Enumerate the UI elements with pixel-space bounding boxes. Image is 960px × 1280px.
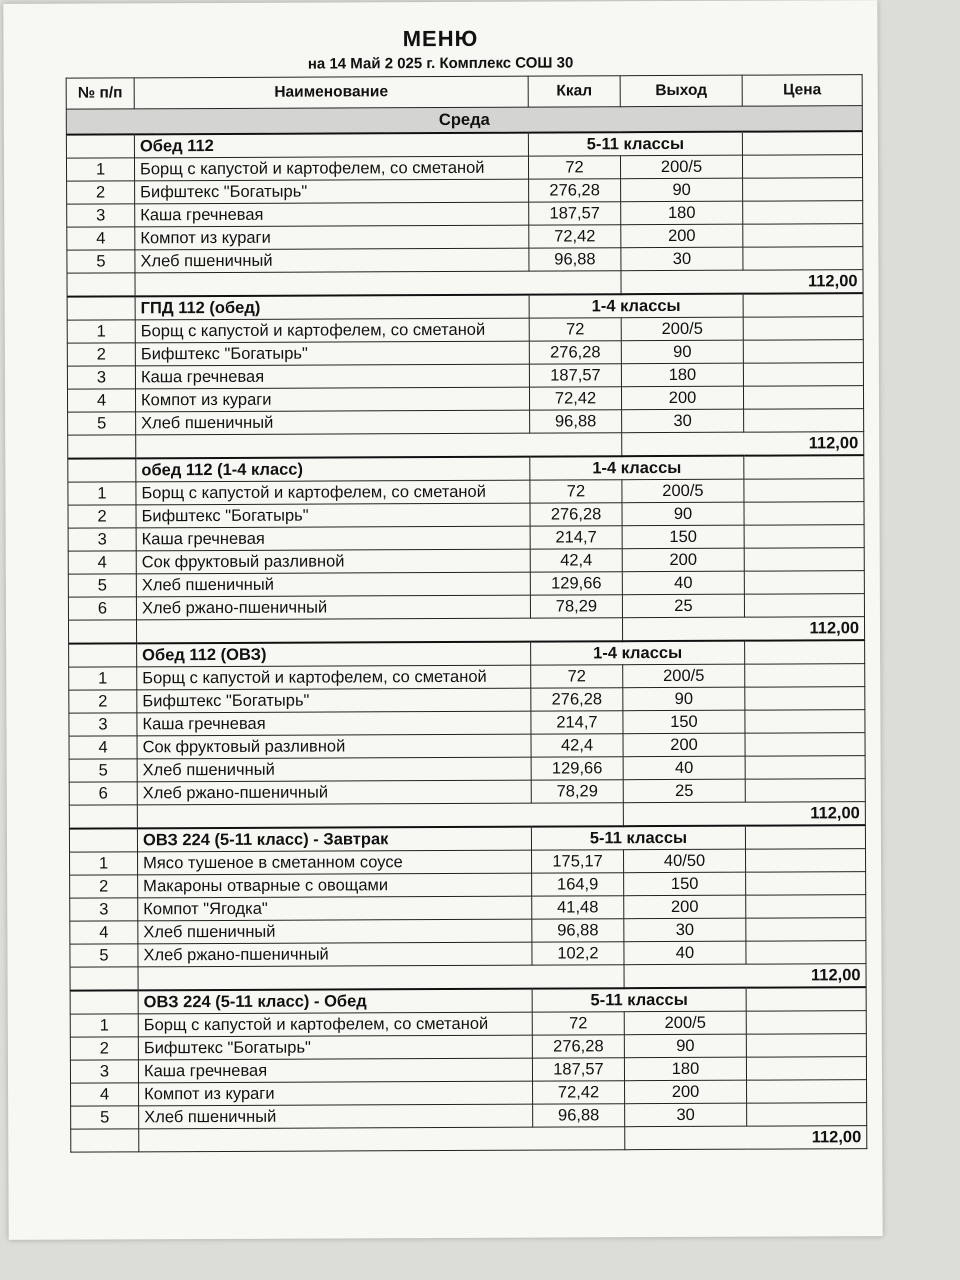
item-price xyxy=(743,386,863,410)
item-price xyxy=(746,895,866,919)
total-blank xyxy=(70,967,138,991)
item-output: 200/5 xyxy=(620,155,742,179)
item-price xyxy=(746,849,866,873)
table-row xyxy=(68,571,864,597)
item-output: 150 xyxy=(623,710,745,734)
item-number: 4 xyxy=(68,551,136,574)
section-header xyxy=(70,987,866,1014)
item-price xyxy=(744,479,864,503)
section-price-blank xyxy=(745,640,865,664)
item-name: Макароны отварные с овощами xyxy=(138,873,532,898)
section-total-row xyxy=(70,964,866,991)
item-price xyxy=(745,779,865,803)
item-output: 200 xyxy=(621,224,743,248)
section-num-blank xyxy=(68,458,136,482)
item-number: 3 xyxy=(68,528,136,551)
table-row xyxy=(70,1034,866,1060)
item-kcal: 72,42 xyxy=(533,1081,625,1104)
item-number: 6 xyxy=(69,782,137,805)
table-row xyxy=(70,1011,866,1037)
item-price xyxy=(746,872,866,896)
day-label: Среда xyxy=(66,106,862,135)
item-name: Каша гречневая xyxy=(136,526,530,551)
item-kcal: 72,42 xyxy=(529,225,621,248)
item-kcal: 129,66 xyxy=(530,572,622,595)
section-num-blank xyxy=(66,134,134,158)
total-blank xyxy=(135,271,621,297)
item-kcal: 72 xyxy=(528,156,620,179)
table-row xyxy=(68,502,864,528)
table-row xyxy=(67,317,863,343)
item-number: 4 xyxy=(71,1083,139,1106)
section-header xyxy=(69,640,865,667)
item-number: 5 xyxy=(68,412,136,435)
item-name: Мясо тушеное в сметанном соусе xyxy=(138,850,532,875)
item-price xyxy=(746,1011,866,1035)
item-kcal: 187,57 xyxy=(529,202,621,225)
section-total-row xyxy=(68,432,864,459)
item-name: Бифштекс "Богатырь" xyxy=(136,503,530,528)
table-row xyxy=(69,756,865,782)
item-output: 180 xyxy=(624,1057,746,1081)
item-number: 4 xyxy=(67,389,135,412)
section-total-row xyxy=(68,617,864,644)
table-row xyxy=(70,1057,866,1083)
header-price: Цена xyxy=(742,75,862,107)
item-kcal: 41,48 xyxy=(532,896,624,919)
item-output: 200 xyxy=(623,733,745,757)
total-blank xyxy=(139,1127,625,1152)
table-row xyxy=(70,872,866,898)
item-number: 3 xyxy=(70,1060,138,1083)
item-number: 2 xyxy=(70,1037,138,1060)
item-number: 1 xyxy=(70,852,138,875)
item-price xyxy=(744,594,864,618)
item-name: Хлеб ржано-пшеничный xyxy=(137,780,531,805)
table-row xyxy=(67,178,863,204)
item-kcal: 96,88 xyxy=(533,1104,625,1127)
section-title: ГПД 112 (обед) xyxy=(135,295,529,320)
item-kcal: 276,28 xyxy=(531,688,623,711)
item-kcal: 96,88 xyxy=(532,919,624,942)
item-number: 3 xyxy=(67,366,135,389)
item-kcal: 72 xyxy=(532,1012,624,1035)
item-output: 40 xyxy=(622,571,744,595)
section-header xyxy=(68,455,864,482)
item-kcal: 96,88 xyxy=(530,410,622,433)
item-output: 200/5 xyxy=(624,1011,746,1035)
item-number: 1 xyxy=(67,320,135,343)
table-row xyxy=(69,733,865,759)
item-price xyxy=(743,201,863,225)
item-price xyxy=(745,733,865,757)
section-group: 5-11 классы xyxy=(528,132,742,156)
item-kcal: 214,7 xyxy=(530,526,622,549)
item-price xyxy=(743,178,863,202)
item-kcal: 72,42 xyxy=(529,387,621,410)
item-output: 200 xyxy=(622,548,744,572)
section-total: 112,00 xyxy=(622,432,864,457)
section-price-blank xyxy=(746,987,866,1011)
item-name: Борщ с капустой и картофелем, со сметаной xyxy=(136,480,530,505)
item-price xyxy=(744,571,864,595)
item-price xyxy=(746,918,866,942)
item-kcal: 276,28 xyxy=(530,503,622,526)
section-num-blank xyxy=(69,643,137,667)
table-row xyxy=(67,340,863,366)
item-number: 2 xyxy=(68,505,136,528)
table-row xyxy=(70,941,866,967)
item-name: Каша гречневая xyxy=(135,364,529,389)
header-output: Выход xyxy=(620,75,742,107)
item-name: Хлеб ржано-пшеничный xyxy=(136,595,530,620)
item-number: 5 xyxy=(68,574,136,597)
item-output: 25 xyxy=(623,779,745,803)
item-output: 90 xyxy=(622,502,744,526)
section-group: 1-4 классы xyxy=(531,641,745,665)
section-group: 5-11 классы xyxy=(531,826,745,850)
total-blank xyxy=(136,433,622,459)
item-number: 3 xyxy=(70,898,138,921)
section-group: 1-4 классы xyxy=(529,294,743,318)
item-name: Сок фруктовый разливной xyxy=(136,549,530,574)
section-price-blank xyxy=(742,131,862,155)
item-output: 180 xyxy=(621,201,743,225)
item-number: 4 xyxy=(70,921,138,944)
item-output: 200/5 xyxy=(623,664,745,688)
item-output: 180 xyxy=(621,363,743,387)
table-row xyxy=(68,548,864,574)
item-kcal: 187,57 xyxy=(529,364,621,387)
section-total: 112,00 xyxy=(623,802,865,827)
table-row xyxy=(67,201,863,227)
table-row xyxy=(70,918,866,944)
item-number: 5 xyxy=(69,759,137,782)
section-total: 112,00 xyxy=(624,964,866,989)
item-price xyxy=(744,548,864,572)
item-kcal: 96,88 xyxy=(529,248,621,271)
item-kcal: 72 xyxy=(531,665,623,688)
section-title: ОВЗ 224 (5-11 класс) - Завтрак xyxy=(137,827,531,852)
item-name: Каша гречневая xyxy=(135,202,529,227)
table-row xyxy=(69,710,865,736)
item-number: 2 xyxy=(67,343,135,366)
section-title: обед 112 (1-4 класс) xyxy=(136,457,530,482)
item-price xyxy=(746,1057,866,1081)
item-kcal: 72 xyxy=(529,318,621,341)
section-num-blank xyxy=(70,990,138,1014)
item-price xyxy=(744,525,864,549)
item-name: Хлеб пшеничный xyxy=(137,757,531,782)
item-price xyxy=(742,155,862,179)
item-name: Бифштекс "Богатырь" xyxy=(137,688,531,713)
item-output: 90 xyxy=(623,687,745,711)
table-row xyxy=(70,895,866,921)
total-blank xyxy=(67,273,135,297)
item-number: 2 xyxy=(67,181,135,204)
item-name: Компот "Ягодка" xyxy=(138,896,532,921)
item-name: Бифштекс "Богатырь" xyxy=(138,1035,532,1060)
item-name: Борщ с капустой и картофелем, со сметаной xyxy=(137,665,531,690)
section-header xyxy=(66,131,862,158)
section-total-row xyxy=(71,1126,867,1152)
item-number: 4 xyxy=(67,227,135,250)
item-name: Хлеб ржано-пшеничный xyxy=(138,942,532,967)
menu-table xyxy=(66,74,868,1152)
item-kcal: 42,4 xyxy=(531,734,623,757)
page-title: МЕНЮ xyxy=(402,25,479,52)
item-name: Хлеб пшеничный xyxy=(136,572,530,597)
item-price xyxy=(746,1034,866,1058)
item-output: 150 xyxy=(622,525,744,549)
item-number: 5 xyxy=(67,250,135,273)
item-number: 4 xyxy=(69,736,137,759)
item-kcal: 72 xyxy=(530,480,622,503)
section-header xyxy=(69,825,865,852)
item-number: 2 xyxy=(70,875,138,898)
item-price xyxy=(744,502,864,526)
item-price xyxy=(744,409,864,433)
item-name: Борщ с капустой и картофелем, со сметаной xyxy=(135,318,529,343)
item-name: Хлеб пшеничный xyxy=(136,410,530,435)
item-kcal: 276,28 xyxy=(532,1035,624,1058)
table-row xyxy=(67,363,863,389)
item-kcal: 78,29 xyxy=(530,595,622,618)
item-name: Каша гречневая xyxy=(138,1058,532,1083)
item-number: 5 xyxy=(70,944,138,967)
total-blank xyxy=(69,805,137,829)
total-blank xyxy=(136,618,622,644)
section-num-blank xyxy=(67,296,135,320)
item-name: Хлеб пшеничный xyxy=(139,1104,533,1129)
item-kcal: 214,7 xyxy=(531,711,623,734)
section-title: ОВЗ 224 (5-11 класс) - Обед xyxy=(138,989,532,1014)
item-output: 30 xyxy=(622,409,744,433)
item-price xyxy=(745,664,865,688)
item-kcal: 129,66 xyxy=(531,757,623,780)
item-name: Каша гречневая xyxy=(137,711,531,736)
item-price xyxy=(747,1080,867,1104)
item-output: 40 xyxy=(624,941,746,965)
table-row xyxy=(67,247,863,273)
item-output: 40/50 xyxy=(624,849,746,873)
item-number: 1 xyxy=(66,158,134,181)
section-title: Обед 112 (ОВЗ) xyxy=(137,642,531,667)
section-price-blank xyxy=(745,825,865,849)
item-price xyxy=(745,687,865,711)
item-output: 200 xyxy=(624,895,746,919)
item-name: Сок фруктовый разливной xyxy=(137,734,531,759)
item-name: Компот из кураги xyxy=(135,225,529,250)
item-output: 90 xyxy=(624,1034,746,1058)
item-price xyxy=(747,1103,867,1127)
total-blank xyxy=(71,1129,139,1152)
table-row xyxy=(71,1080,867,1106)
item-number: 6 xyxy=(68,597,136,620)
item-kcal: 78,29 xyxy=(531,780,623,803)
section-num-blank xyxy=(69,828,137,852)
item-name: Хлеб пшеничный xyxy=(138,919,532,944)
item-output: 150 xyxy=(624,872,746,896)
item-price xyxy=(743,363,863,387)
item-kcal: 276,28 xyxy=(529,341,621,364)
header-num: № п/п xyxy=(66,78,134,109)
item-price xyxy=(745,756,865,780)
table-row xyxy=(68,479,864,505)
table-row xyxy=(67,386,863,412)
item-price xyxy=(743,224,863,248)
item-kcal: 42,4 xyxy=(530,549,622,572)
item-name: Бифштекс "Богатырь" xyxy=(135,179,529,204)
item-output: 30 xyxy=(621,247,743,271)
total-blank xyxy=(137,803,623,829)
item-output: 200 xyxy=(621,386,743,410)
item-name: Бифштекс "Богатырь" xyxy=(135,341,529,366)
item-price xyxy=(743,340,863,364)
total-blank xyxy=(68,620,136,644)
table-row xyxy=(69,687,865,713)
section-total: 112,00 xyxy=(622,617,864,642)
section-header xyxy=(67,293,863,320)
day-row xyxy=(66,106,862,135)
total-blank xyxy=(138,965,624,991)
item-output: 200/5 xyxy=(621,317,743,341)
item-kcal: 276,28 xyxy=(529,179,621,202)
table-row xyxy=(71,1103,867,1129)
item-output: 90 xyxy=(621,340,743,364)
section-total: 112,00 xyxy=(625,1126,867,1150)
table-row xyxy=(70,849,866,875)
item-output: 25 xyxy=(622,594,744,618)
item-price xyxy=(743,247,863,271)
section-total-row xyxy=(69,802,865,829)
menu-sheet xyxy=(3,0,882,1240)
item-number: 5 xyxy=(71,1106,139,1129)
item-price xyxy=(746,941,866,965)
menu-body xyxy=(66,106,867,1152)
item-number: 3 xyxy=(69,713,137,736)
item-number: 2 xyxy=(69,690,137,713)
table-row xyxy=(68,525,864,551)
item-output: 90 xyxy=(621,178,743,202)
section-title: Обед 112 xyxy=(134,133,528,158)
item-price xyxy=(745,710,865,734)
section-group: 1-4 классы xyxy=(530,456,744,480)
item-kcal: 164,9 xyxy=(532,873,624,896)
item-output: 200 xyxy=(625,1080,747,1104)
section-price-blank xyxy=(743,293,863,317)
item-name: Борщ с капустой и картофелем, со сметаной xyxy=(138,1012,532,1037)
table-row xyxy=(69,779,865,805)
section-total-row xyxy=(67,270,863,297)
section-group: 5-11 классы xyxy=(532,988,746,1012)
header-kcal: Ккал xyxy=(528,76,620,107)
section-price-blank xyxy=(744,455,864,479)
item-kcal: 175,17 xyxy=(532,850,624,873)
item-output: 30 xyxy=(624,918,746,942)
item-price xyxy=(743,317,863,341)
header-name: Наименование xyxy=(134,76,528,109)
table-row xyxy=(69,664,865,690)
section-total: 112,00 xyxy=(621,270,863,295)
item-name: Компот из кураги xyxy=(139,1081,533,1106)
item-output: 200/5 xyxy=(622,479,744,503)
item-number: 1 xyxy=(69,667,137,690)
header-row xyxy=(66,75,862,109)
page-subtitle: на 14 Май 2 025 г. Комплекс СОШ 30 xyxy=(307,54,574,73)
item-kcal: 102,2 xyxy=(532,942,624,965)
total-blank xyxy=(68,435,136,459)
item-number: 1 xyxy=(68,482,136,505)
item-output: 30 xyxy=(625,1103,747,1127)
item-name: Хлеб пшеничный xyxy=(135,248,529,273)
item-number: 3 xyxy=(67,204,135,227)
table-row xyxy=(66,155,862,181)
item-output: 40 xyxy=(623,756,745,780)
item-number: 1 xyxy=(70,1014,138,1037)
table-row xyxy=(67,224,863,250)
table-row xyxy=(68,409,864,435)
item-kcal: 187,57 xyxy=(532,1058,624,1081)
item-name: Борщ с капустой и картофелем, со сметаной xyxy=(134,156,528,181)
table-row xyxy=(68,594,864,620)
item-name: Компот из кураги xyxy=(135,387,529,412)
